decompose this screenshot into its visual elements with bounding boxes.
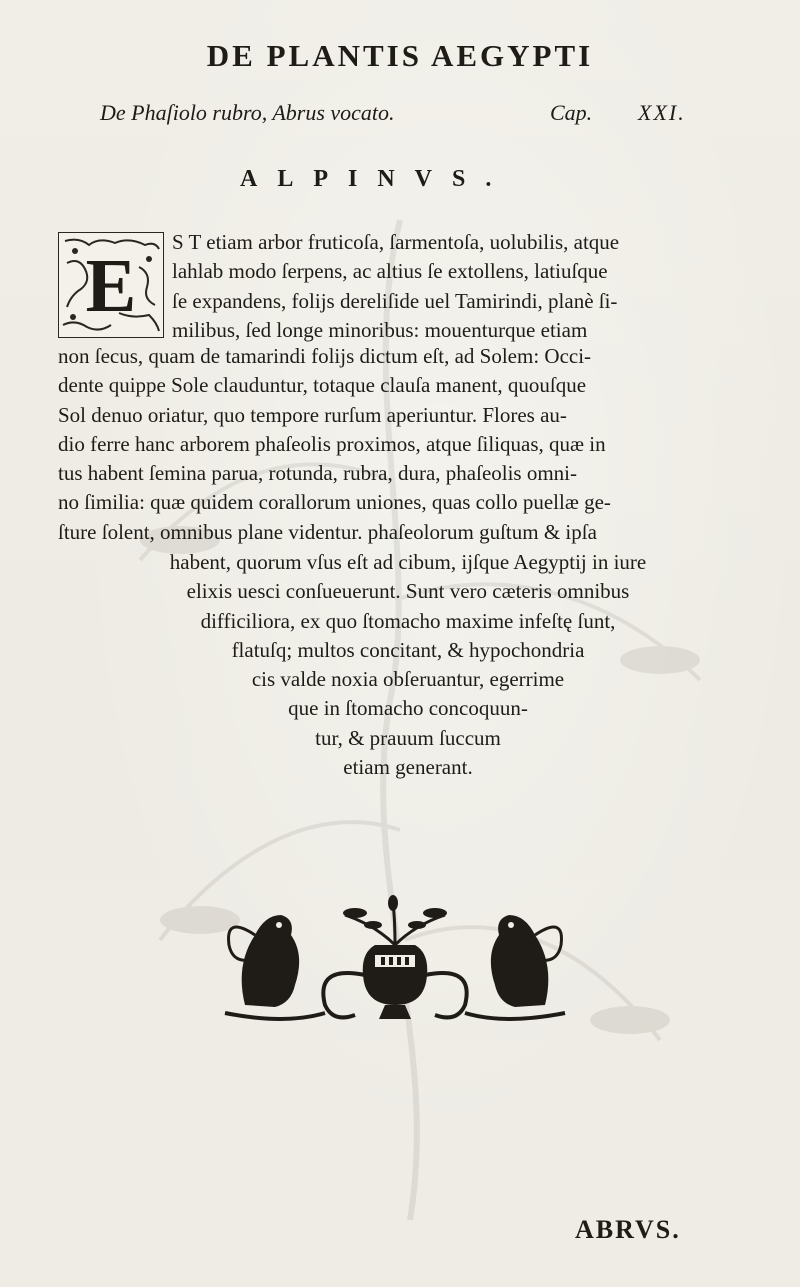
text-line: ſe expandens, folijs dereliſide uel Tamirindi, planè ſi- xyxy=(172,288,618,313)
text-line: tus habent ſemina parua, rotunda, rubra, dura, phaſeolis omni- xyxy=(58,461,578,486)
author-name: ALPINVS. xyxy=(240,166,512,192)
text-line: dente quippe Sole clauduntur, totaque clauſa manent, quouſque xyxy=(58,373,587,398)
catchword: ABRVS. xyxy=(575,1215,681,1244)
text-line: cis valde noxia obſeruantur, egerrime xyxy=(251,667,565,692)
text-line: S T etiam arbor fruticoſa, ſarmentoſa, uolubilis, atque xyxy=(172,230,620,254)
text-line: tur, & prauum ſuccum xyxy=(315,725,501,750)
tapered-text-block xyxy=(58,548,758,782)
body-text xyxy=(58,342,758,547)
text-line: ſture ſolent, omnibus plane videntur. phaſeolorum guſtum & ipſa xyxy=(58,519,597,544)
chapter-heading xyxy=(100,100,720,136)
text-line: difficiliora, ex quo ſtomacho maxime infeſtę ſunt, xyxy=(200,608,616,633)
text-line: etiam generant. xyxy=(343,755,473,780)
chapter-cap-label: Cap. xyxy=(550,100,593,125)
text-line: habent, quorum vſus eſt ad cibum, ijſque Aegyptij in iure xyxy=(169,550,647,574)
text-line: dio ferre hanc arborem phaſeolis proximos, atque ſiliquas, quæ in xyxy=(58,431,606,456)
chapter-number: XXI. xyxy=(638,100,686,125)
text-line: flatuſq; multos concitant, & hypochondria xyxy=(231,637,585,662)
text-line: que in ſtomacho concoquun- xyxy=(288,696,528,721)
chapter-title: De Phaſiolo rubro, Abrus vocato. xyxy=(100,100,395,125)
decorated-initial-e-icon xyxy=(59,233,163,337)
text-line: elixis uesci conſueuerunt. Sunt vero cæteris omnibus xyxy=(186,579,630,604)
opening-paragraph-beside-initial xyxy=(172,228,752,345)
svg-text:E: E xyxy=(85,244,137,328)
running-head: DE PLANTIS AEGYPTI xyxy=(206,38,594,73)
text-line: Sol denuo oriatur, quo tempore rurſum aperiuntur. Flores au- xyxy=(58,402,567,427)
text-line: no ſimilia: quæ quidem corallorum uniones, quas collo puellæ ge- xyxy=(58,490,611,515)
text-line: lahlab modo ſerpens, ac altius ſe extollens, latiuſque xyxy=(172,259,608,284)
decorated-initial xyxy=(58,232,164,338)
printers-ornament-vase-griffins-icon xyxy=(215,895,575,1035)
text-line: non ſecus, quam de tamarindi folijs dictum eſt, ad Solem: Occi- xyxy=(58,344,592,368)
text-line: milibus, ſed longe minoribus: mouenturque etiam xyxy=(172,317,588,342)
